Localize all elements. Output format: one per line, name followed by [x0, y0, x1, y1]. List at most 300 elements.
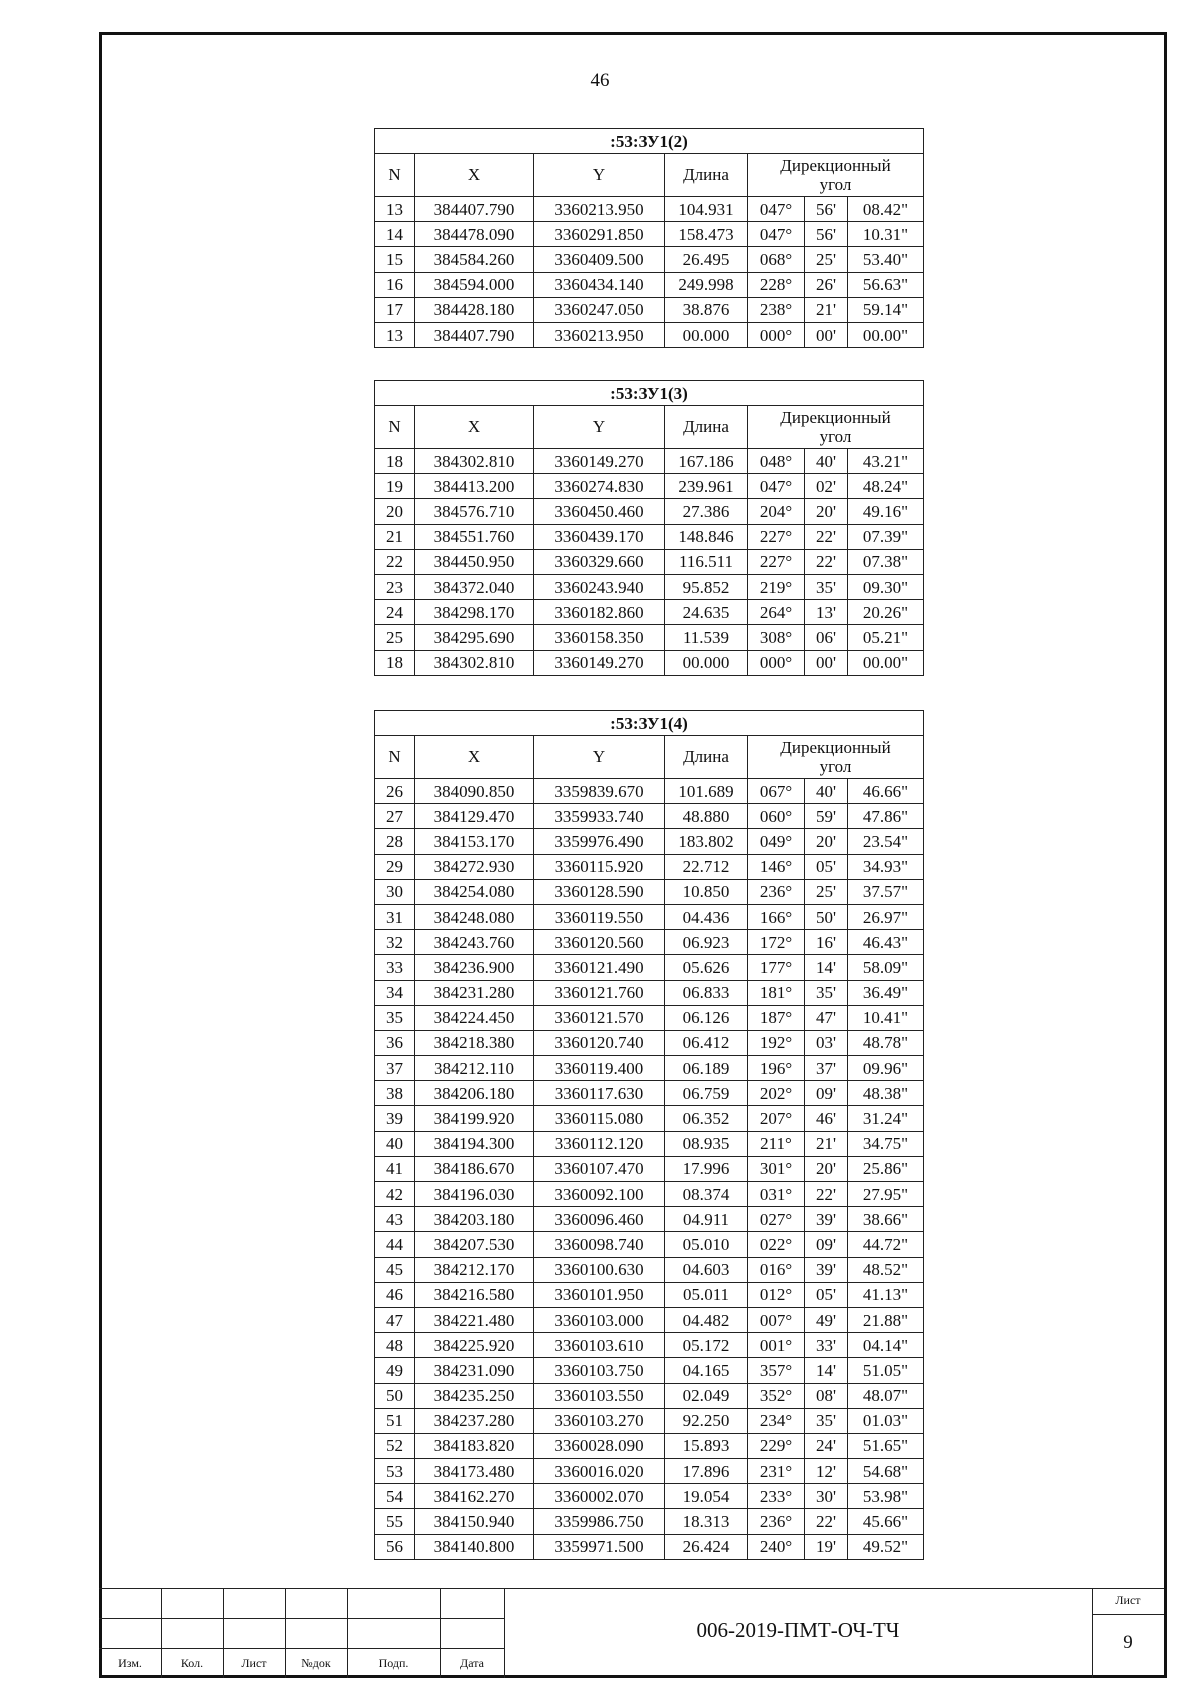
- table-cell: 384407.790: [415, 197, 534, 222]
- sheet-label: Лист: [1115, 1593, 1141, 1607]
- table-cell: 05': [805, 854, 848, 879]
- table-cell: 001°: [748, 1333, 805, 1358]
- table-row: [375, 625, 924, 650]
- table-cell: 3359971.500: [534, 1534, 665, 1559]
- table-cell: 05.172: [665, 1333, 748, 1358]
- table-cell: 239.961: [665, 474, 748, 499]
- table-cell: 45: [375, 1257, 415, 1282]
- table-cell: 20: [375, 499, 415, 524]
- stamp-label-date: Дата: [460, 1656, 484, 1670]
- table-cell: 204°: [748, 499, 805, 524]
- table-cell: 19': [805, 1534, 848, 1559]
- table-cell: 56': [805, 222, 848, 247]
- table-cell: 15.893: [665, 1433, 748, 1458]
- table-cell: 3360002.070: [534, 1484, 665, 1509]
- table-cell: 02.049: [665, 1383, 748, 1408]
- table-cell: 158.473: [665, 222, 748, 247]
- table-row: [375, 1056, 924, 1081]
- table-cell: 384183.820: [415, 1433, 534, 1458]
- table-cell: 3359839.670: [534, 779, 665, 804]
- table-cell: 41: [375, 1156, 415, 1181]
- table-title: :53:ЗУ1(3): [375, 381, 924, 406]
- table-cell: 3360274.830: [534, 474, 665, 499]
- table-cell: 36.49": [848, 980, 924, 1005]
- table-cell: 3360121.490: [534, 955, 665, 980]
- table-cell: 301°: [748, 1156, 805, 1181]
- table-cell: 06.759: [665, 1081, 748, 1106]
- coordinate-table: [374, 128, 924, 348]
- table-cell: 238°: [748, 297, 805, 322]
- table-cell: 3360107.470: [534, 1156, 665, 1181]
- table-cell: 08.374: [665, 1182, 748, 1207]
- table-cell: 54.68": [848, 1459, 924, 1484]
- table-cell: 000°: [748, 322, 805, 347]
- table-cell: 3360028.090: [534, 1433, 665, 1458]
- table-cell: 177°: [748, 955, 805, 980]
- table-cell: 28: [375, 829, 415, 854]
- table-cell: 15: [375, 247, 415, 272]
- table-cell: 49.16": [848, 499, 924, 524]
- table-row: [375, 1081, 924, 1106]
- table-row: [375, 524, 924, 549]
- table-cell: 202°: [748, 1081, 805, 1106]
- table-cell: 37': [805, 1056, 848, 1081]
- table-cell: 3360119.550: [534, 904, 665, 929]
- header-direction-line1: Дирекционный: [780, 156, 891, 175]
- header-direction-angle: [748, 736, 924, 779]
- table-cell: 46.66": [848, 779, 924, 804]
- table-cell: 37.57": [848, 879, 924, 904]
- table-cell: 24: [375, 600, 415, 625]
- header-y: Y: [534, 406, 665, 449]
- table-cell: 384140.800: [415, 1534, 534, 1559]
- header-direction-line1: Дирекционный: [780, 738, 891, 757]
- table-row: [375, 449, 924, 474]
- table-cell: 3360092.100: [534, 1182, 665, 1207]
- table-cell: 049°: [748, 829, 805, 854]
- table-cell: 40': [805, 779, 848, 804]
- table-cell: 101.689: [665, 779, 748, 804]
- table-cell: 3360291.850: [534, 222, 665, 247]
- table-cell: 384196.030: [415, 1182, 534, 1207]
- table-cell: 56.63": [848, 272, 924, 297]
- table-cell: 384153.170: [415, 829, 534, 854]
- table-cell: 06.833: [665, 980, 748, 1005]
- table-cell: 37: [375, 1056, 415, 1081]
- table-cell: 3359976.490: [534, 829, 665, 854]
- table-cell: 384576.710: [415, 499, 534, 524]
- table-cell: 40: [375, 1131, 415, 1156]
- table-cell: 18.313: [665, 1509, 748, 1534]
- table-cell: 25: [375, 625, 415, 650]
- table-cell: 384225.920: [415, 1333, 534, 1358]
- table-cell: 25': [805, 247, 848, 272]
- table-cell: 384248.080: [415, 904, 534, 929]
- table-cell: 06.126: [665, 1005, 748, 1030]
- table-cell: 26.495: [665, 247, 748, 272]
- table-row: [375, 980, 924, 1005]
- table-cell: 13: [375, 322, 415, 347]
- table-cell: 38.66": [848, 1207, 924, 1232]
- table-cell: 3360247.050: [534, 297, 665, 322]
- table-cell: 38.876: [665, 297, 748, 322]
- table-row: [375, 930, 924, 955]
- table-cell: 20.26": [848, 600, 924, 625]
- table-cell: 231°: [748, 1459, 805, 1484]
- table-cell: 3360119.400: [534, 1056, 665, 1081]
- table-cell: 40': [805, 449, 848, 474]
- table-cell: 30': [805, 1484, 848, 1509]
- table-cell: 048°: [748, 449, 805, 474]
- table-cell: 384207.530: [415, 1232, 534, 1257]
- table-header-row: [375, 406, 924, 449]
- table-cell: 384162.270: [415, 1484, 534, 1509]
- table-cell: 05.626: [665, 955, 748, 980]
- table-cell: 06.352: [665, 1106, 748, 1131]
- table-cell: 104.931: [665, 197, 748, 222]
- table-cell: 21': [805, 1131, 848, 1156]
- table-cell: 228°: [748, 272, 805, 297]
- table-cell: 34.75": [848, 1131, 924, 1156]
- table-cell: 48.38": [848, 1081, 924, 1106]
- title-block: [99, 1588, 1167, 1678]
- table-row: [375, 1207, 924, 1232]
- table-row: [375, 1383, 924, 1408]
- table-row: [375, 574, 924, 599]
- table-cell: 384237.280: [415, 1408, 534, 1433]
- table-cell: 49: [375, 1358, 415, 1383]
- table-cell: 357°: [748, 1358, 805, 1383]
- table-cell: 3360149.270: [534, 449, 665, 474]
- table-cell: 24': [805, 1433, 848, 1458]
- header-length: Длина: [665, 736, 748, 779]
- table-cell: 50': [805, 904, 848, 929]
- table-cell: 38: [375, 1081, 415, 1106]
- table-cell: 384272.930: [415, 854, 534, 879]
- table-cell: 33: [375, 955, 415, 980]
- table-row: [375, 322, 924, 347]
- table-row: [375, 650, 924, 675]
- table-cell: 3360115.920: [534, 854, 665, 879]
- table-cell: 192°: [748, 1030, 805, 1055]
- table-cell: 116.511: [665, 549, 748, 574]
- table-cell: 384173.480: [415, 1459, 534, 1484]
- table-cell: 3360243.940: [534, 574, 665, 599]
- table-cell: 027°: [748, 1207, 805, 1232]
- table-cell: 3360439.170: [534, 524, 665, 549]
- table-row: [375, 804, 924, 829]
- table-cell: 047°: [748, 197, 805, 222]
- table-cell: 04.14": [848, 1333, 924, 1358]
- table-row: [375, 499, 924, 524]
- table-cell: 05.010: [665, 1232, 748, 1257]
- table-cell: 384090.850: [415, 779, 534, 804]
- table-cell: 31.24": [848, 1106, 924, 1131]
- table-cell: 51.05": [848, 1358, 924, 1383]
- table-header-row: [375, 154, 924, 197]
- table-cell: 3360103.270: [534, 1408, 665, 1433]
- table-cell: 240°: [748, 1534, 805, 1559]
- table-cell: 3360103.750: [534, 1358, 665, 1383]
- table-cell: 20': [805, 499, 848, 524]
- table-cell: 384231.090: [415, 1358, 534, 1383]
- table-cell: 46.43": [848, 930, 924, 955]
- table-cell: 384224.450: [415, 1005, 534, 1030]
- table-cell: 384221.480: [415, 1307, 534, 1332]
- table-cell: 48.07": [848, 1383, 924, 1408]
- table-cell: 07.38": [848, 549, 924, 574]
- table-cell: 07.39": [848, 524, 924, 549]
- table-cell: 48.880: [665, 804, 748, 829]
- table-row: [375, 549, 924, 574]
- table-cell: 44: [375, 1232, 415, 1257]
- table-cell: 43: [375, 1207, 415, 1232]
- table-cell: 227°: [748, 524, 805, 549]
- table-cell: 46': [805, 1106, 848, 1131]
- table-cell: 384235.250: [415, 1383, 534, 1408]
- table-cell: 384372.040: [415, 574, 534, 599]
- table-cell: 14': [805, 955, 848, 980]
- table-cell: 27.386: [665, 499, 748, 524]
- sheet-number: 9: [1123, 1632, 1133, 1653]
- header-length: Длина: [665, 154, 748, 197]
- table-cell: 308°: [748, 625, 805, 650]
- table-cell: 48.78": [848, 1030, 924, 1055]
- table-cell: 3360182.860: [534, 600, 665, 625]
- table-cell: 13': [805, 600, 848, 625]
- table-cell: 14: [375, 222, 415, 247]
- table-cell: 09': [805, 1081, 848, 1106]
- table-cell: 22.712: [665, 854, 748, 879]
- table-cell: 45.66": [848, 1509, 924, 1534]
- table-cell: 047°: [748, 222, 805, 247]
- header-y: Y: [534, 736, 665, 779]
- table-title: :53:ЗУ1(2): [375, 129, 924, 154]
- table-cell: 384212.110: [415, 1056, 534, 1081]
- table-cell: 32: [375, 930, 415, 955]
- table-cell: 27: [375, 804, 415, 829]
- table-cell: 55: [375, 1509, 415, 1534]
- table-title: :53:ЗУ1(4): [375, 711, 924, 736]
- table-row: [375, 1358, 924, 1383]
- table-cell: 19: [375, 474, 415, 499]
- table-cell: 39': [805, 1257, 848, 1282]
- table-cell: 23: [375, 574, 415, 599]
- table-cell: 20': [805, 1156, 848, 1181]
- table-row: [375, 1282, 924, 1307]
- table-cell: 196°: [748, 1056, 805, 1081]
- table-cell: 3360149.270: [534, 650, 665, 675]
- table-cell: 47': [805, 1005, 848, 1030]
- table-cell: 21.88": [848, 1307, 924, 1332]
- table-row: [375, 1182, 924, 1207]
- table-cell: 3360329.660: [534, 549, 665, 574]
- table-cell: 3360103.550: [534, 1383, 665, 1408]
- table-row: [375, 1459, 924, 1484]
- table-cell: 04.603: [665, 1257, 748, 1282]
- table-cell: 3359986.750: [534, 1509, 665, 1534]
- table-cell: 27.95": [848, 1182, 924, 1207]
- table-cell: 19.054: [665, 1484, 748, 1509]
- table-cell: 211°: [748, 1131, 805, 1156]
- table-cell: 09': [805, 1232, 848, 1257]
- table-cell: 3360213.950: [534, 322, 665, 347]
- header-direction-line2: угол: [819, 175, 852, 194]
- table-cell: 46: [375, 1282, 415, 1307]
- table-row: [375, 600, 924, 625]
- table-cell: 58.09": [848, 955, 924, 980]
- table-cell: 384212.170: [415, 1257, 534, 1282]
- table-cell: 44.72": [848, 1232, 924, 1257]
- table-cell: 067°: [748, 779, 805, 804]
- table-cell: 29: [375, 854, 415, 879]
- table-cell: 384236.900: [415, 955, 534, 980]
- table-cell: 43.21": [848, 449, 924, 474]
- table-cell: 01.03": [848, 1408, 924, 1433]
- stamp-label-doc-number: №док: [301, 1656, 331, 1670]
- table-cell: 352°: [748, 1383, 805, 1408]
- table-cell: 10.850: [665, 879, 748, 904]
- header-direction-line2: угол: [819, 757, 852, 776]
- table-row: [375, 1307, 924, 1332]
- table-cell: 384254.080: [415, 879, 534, 904]
- table-row: [375, 829, 924, 854]
- table-cell: 384302.810: [415, 650, 534, 675]
- table-cell: 264°: [748, 600, 805, 625]
- table-cell: 04.165: [665, 1358, 748, 1383]
- table-cell: 35': [805, 980, 848, 1005]
- table-row: [375, 1509, 924, 1534]
- table-cell: 13: [375, 197, 415, 222]
- table-row: [375, 272, 924, 297]
- table-cell: 56: [375, 1534, 415, 1559]
- table-cell: 00': [805, 650, 848, 675]
- table-cell: 06.189: [665, 1056, 748, 1081]
- table-cell: 39: [375, 1106, 415, 1131]
- table-cell: 384302.810: [415, 449, 534, 474]
- header-direction-line2: угол: [819, 427, 852, 446]
- table-cell: 05.011: [665, 1282, 748, 1307]
- table-cell: 3360121.570: [534, 1005, 665, 1030]
- table-cell: 3360120.740: [534, 1030, 665, 1055]
- table-row: [375, 1005, 924, 1030]
- table-cell: 00.00": [848, 650, 924, 675]
- table-cell: 12': [805, 1459, 848, 1484]
- table-row: [375, 904, 924, 929]
- table-cell: 26.97": [848, 904, 924, 929]
- table-row: [375, 1408, 924, 1433]
- table-cell: 48: [375, 1333, 415, 1358]
- table-cell: 92.250: [665, 1408, 748, 1433]
- table-cell: 04.911: [665, 1207, 748, 1232]
- table-row: [375, 879, 924, 904]
- table-cell: 20': [805, 829, 848, 854]
- table-cell: 53.40": [848, 247, 924, 272]
- header-n: N: [375, 154, 415, 197]
- table-row: [375, 1030, 924, 1055]
- coordinate-table: [374, 380, 924, 676]
- table-cell: 249.998: [665, 272, 748, 297]
- table-cell: 34: [375, 980, 415, 1005]
- table-cell: 39': [805, 1207, 848, 1232]
- table-cell: 06.923: [665, 930, 748, 955]
- table-cell: 35': [805, 574, 848, 599]
- table-cell: 06.412: [665, 1030, 748, 1055]
- table-cell: 09.96": [848, 1056, 924, 1081]
- table-row: [375, 1156, 924, 1181]
- table-cell: 3360100.630: [534, 1257, 665, 1282]
- table-row: [375, 1106, 924, 1131]
- table-cell: 08.42": [848, 197, 924, 222]
- table-cell: 016°: [748, 1257, 805, 1282]
- table-cell: 06': [805, 625, 848, 650]
- table-cell: 233°: [748, 1484, 805, 1509]
- table-cell: 08': [805, 1383, 848, 1408]
- table-cell: 05': [805, 1282, 848, 1307]
- table-cell: 49': [805, 1307, 848, 1332]
- header-x: X: [415, 736, 534, 779]
- table-cell: 04.482: [665, 1307, 748, 1332]
- table-cell: 21': [805, 297, 848, 322]
- table-cell: 234°: [748, 1408, 805, 1433]
- table-row: [375, 955, 924, 980]
- table-cell: 384413.200: [415, 474, 534, 499]
- table-row: [375, 222, 924, 247]
- table-cell: 3360409.500: [534, 247, 665, 272]
- table-cell: 26': [805, 272, 848, 297]
- table-cell: 384216.580: [415, 1282, 534, 1307]
- table-cell: 3359933.740: [534, 804, 665, 829]
- header-x: X: [415, 154, 534, 197]
- table-cell: 3360434.140: [534, 272, 665, 297]
- table-cell: 22': [805, 549, 848, 574]
- table-cell: 060°: [748, 804, 805, 829]
- table-cell: 207°: [748, 1106, 805, 1131]
- table-cell: 000°: [748, 650, 805, 675]
- table-cell: 384298.170: [415, 600, 534, 625]
- table-cell: 007°: [748, 1307, 805, 1332]
- table-cell: 47.86": [848, 804, 924, 829]
- table-cell: 384231.280: [415, 980, 534, 1005]
- table-cell: 00.00": [848, 322, 924, 347]
- table-cell: 3360103.000: [534, 1307, 665, 1332]
- table-cell: 31: [375, 904, 415, 929]
- stamp-label-count: Кол.: [180, 1656, 204, 1670]
- header-length: Длина: [665, 406, 748, 449]
- table-cell: 384478.090: [415, 222, 534, 247]
- table-cell: 384243.760: [415, 930, 534, 955]
- table-cell: 52: [375, 1433, 415, 1458]
- table-row: [375, 779, 924, 804]
- table-cell: 384206.180: [415, 1081, 534, 1106]
- table-cell: 30: [375, 879, 415, 904]
- table-cell: 59': [805, 804, 848, 829]
- table-cell: 384428.180: [415, 297, 534, 322]
- table-cell: 22': [805, 524, 848, 549]
- table-cell: 3360101.950: [534, 1282, 665, 1307]
- table-cell: 384199.920: [415, 1106, 534, 1131]
- table-row: [375, 854, 924, 879]
- table-cell: 47: [375, 1307, 415, 1332]
- table-cell: 148.846: [665, 524, 748, 549]
- table-cell: 51: [375, 1408, 415, 1433]
- table-cell: 3360016.020: [534, 1459, 665, 1484]
- table-cell: 36: [375, 1030, 415, 1055]
- table-cell: 3360120.560: [534, 930, 665, 955]
- table-cell: 031°: [748, 1182, 805, 1207]
- table-cell: 3360112.120: [534, 1131, 665, 1156]
- table-cell: 41.13": [848, 1282, 924, 1307]
